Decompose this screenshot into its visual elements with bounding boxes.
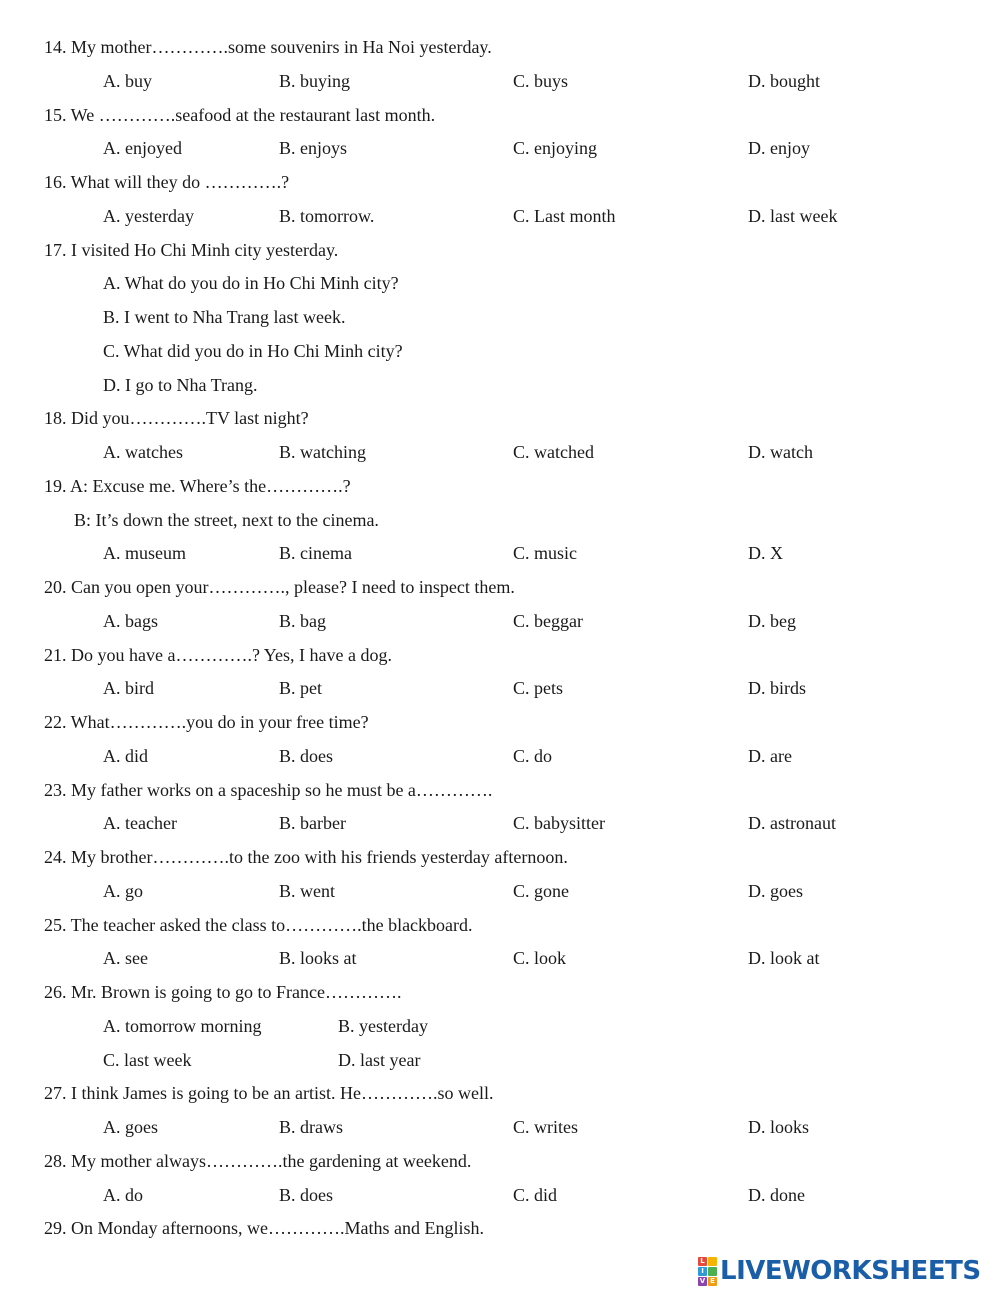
question-14-options <box>0 64 1000 98</box>
question-19-option-b: B. cinema <box>279 543 352 564</box>
question-25-stem: 25. The teacher asked the class to………….the blackboard. <box>44 914 473 935</box>
question-20-option-b: B. bag <box>279 610 326 631</box>
question-22-option-c: C. do <box>513 745 553 766</box>
question-18-option-a: A. watches <box>103 442 183 462</box>
question-26-options-row-2 <box>0 1043 1000 1077</box>
question-24-option-c: C. gone <box>513 880 569 901</box>
question-25-stem-line <box>0 908 1000 942</box>
logo-block-5: V <box>699 1276 706 1285</box>
question-19-substem-line <box>0 503 1000 537</box>
question-17-option-line-b <box>0 300 1000 334</box>
question-26-options-row-1 <box>0 1009 1000 1043</box>
question-24-options <box>0 874 1000 908</box>
question-20-option-c: C. beggar <box>513 610 583 631</box>
question-17-stem: 17. I visited Ho Chi Minh city yesterday. <box>44 239 339 260</box>
question-29-stem: 29. On Monday afternoons, we………….Maths and English. <box>44 1218 484 1239</box>
question-17-option-b: B. I went to Nha Trang last week. <box>103 307 346 327</box>
logo-block-6: E <box>708 1277 717 1286</box>
question-22-stem-line <box>0 705 1000 739</box>
question-28-option-d: D. done <box>748 1184 805 1205</box>
question-25-option-a: A. see <box>103 948 148 969</box>
question-21-options <box>0 671 1000 705</box>
question-24-stem-line <box>0 840 1000 874</box>
question-15-option-d: D. enjoy <box>748 138 810 159</box>
question-27-option-c: C. writes <box>513 1117 578 1137</box>
question-27-option-b: B. draws <box>279 1117 343 1137</box>
question-16-options <box>0 199 1000 233</box>
question-14-option-c: C. buys <box>513 70 569 91</box>
question-17-option-c: C. What did you do in Ho Chi Minh city? <box>103 340 403 361</box>
question-25-option-d: D. look at <box>748 948 820 969</box>
question-23-options <box>0 806 1000 840</box>
question-14-option-a: A. buy <box>103 70 152 91</box>
question-21-stem-line <box>0 638 1000 672</box>
question-25-option-c: C. look <box>513 948 567 969</box>
question-23-option-b: B. barber <box>279 813 346 834</box>
question-29-stem-line <box>0 1211 1000 1245</box>
question-23-stem-line <box>0 773 1000 807</box>
question-27-options <box>0 1110 1000 1144</box>
question-16-option-b: B. tomorrow. <box>279 205 375 226</box>
question-23-option-c: C. babysitter <box>513 813 605 834</box>
question-22-option-b: B. does <box>279 745 333 766</box>
question-15-option-a: A. enjoyed <box>103 138 182 159</box>
question-28-stem-line <box>0 1144 1000 1178</box>
question-23-stem: 23. My father works on a spaceship so he must be a…………. <box>44 779 493 800</box>
question-18-option-b: B. watching <box>279 442 366 462</box>
question-23-option-a: A. teacher <box>103 813 177 834</box>
question-28-stem: 28. My mother always………….the gardening at weekend. <box>44 1150 472 1171</box>
question-14-stem: 14. My mother………….some souvenirs in Ha Noi yesterday. <box>44 37 492 57</box>
question-18-option-d: D. watch <box>748 442 813 462</box>
question-28-option-c: C. did <box>513 1184 558 1205</box>
question-20-option-d: D. beg <box>748 610 796 631</box>
question-27-stem-line <box>0 1076 1000 1110</box>
question-18-options <box>0 435 1000 469</box>
question-15-stem: 15. We ………….seafood at the restaurant last month. <box>44 104 436 125</box>
question-26-stem-line <box>0 975 1000 1009</box>
question-27-stem: 27. I think James is going to be an artist. He………….so well. <box>44 1083 494 1104</box>
liveworksheets-logo <box>698 1256 981 1286</box>
question-16-option-a: A. yesterday <box>103 205 194 226</box>
question-26-option-b: B. yesterday <box>338 1015 428 1036</box>
question-21-option-d: D. birds <box>748 678 806 699</box>
question-19-stem-line <box>0 469 1000 503</box>
question-18-stem-line <box>0 401 1000 435</box>
question-19-option-d: D. X <box>748 543 783 564</box>
logo-blocks-icon <box>698 1257 717 1286</box>
question-26-option-a: A. tomorrow morning <box>103 1015 262 1036</box>
question-19-options <box>0 536 1000 570</box>
question-16-stem-line <box>0 165 1000 199</box>
question-28-option-a: A. do <box>103 1184 143 1205</box>
question-24-option-a: A. go <box>103 880 143 901</box>
question-16-option-c: C. Last month <box>513 205 616 226</box>
question-17-option-line-d <box>0 368 1000 402</box>
question-19-option-c: C. music <box>513 543 578 564</box>
question-22-options <box>0 739 1000 773</box>
question-17-option-line-a <box>0 266 1000 300</box>
question-15-stem-line <box>0 98 1000 132</box>
question-20-options <box>0 604 1000 638</box>
question-21-option-b: B. pet <box>279 678 322 699</box>
question-19-substem: B: It’s down the street, next to the cinema. <box>74 509 379 530</box>
question-17-stem-line <box>0 233 1000 267</box>
question-14-option-b: B. buying <box>279 70 351 91</box>
question-26-option-d: D. last year <box>338 1049 421 1070</box>
question-14-stem-line <box>0 30 1000 64</box>
question-15-options <box>0 131 1000 165</box>
question-19-stem: 19. A: Excuse me. Where’s the………….? <box>44 475 351 496</box>
question-15-option-c: C. enjoying <box>513 138 597 159</box>
question-24-stem: 24. My brother………….to the zoo with his friends yesterday afternoon. <box>44 847 568 867</box>
question-25-option-b: B. looks at <box>279 948 357 969</box>
question-27-option-d: D. looks <box>748 1117 810 1137</box>
question-19-option-a: A. museum <box>103 543 186 564</box>
question-25-options <box>0 941 1000 975</box>
logo-block-1: L <box>698 1257 707 1266</box>
question-21-option-a: A. bird <box>103 678 154 699</box>
question-24-option-b: B. went <box>279 880 335 901</box>
question-21-stem: 21. Do you have a………….? Yes, I have a dog. <box>44 644 392 665</box>
logo-block-2 <box>708 1257 717 1266</box>
question-26-stem: 26. Mr. Brown is going to go to France…………. <box>44 982 402 1002</box>
question-16-stem: 16. What will they do ………….? <box>44 172 290 192</box>
question-24-option-d: D. goes <box>748 880 803 901</box>
question-28-options <box>0 1178 1000 1212</box>
question-14-option-d: D. bought <box>748 70 820 91</box>
logo-block-4 <box>708 1267 717 1276</box>
question-21-option-c: C. pets <box>513 678 564 699</box>
question-20-stem-line <box>0 570 1000 604</box>
question-17-option-line-c <box>0 334 1000 368</box>
question-28-option-b: B. does <box>279 1184 333 1205</box>
question-22-option-d: D. are <box>748 745 792 766</box>
question-18-stem: 18. Did you………….TV last night? <box>44 408 309 429</box>
question-20-stem: 20. Can you open your…………., please? I need to inspect them. <box>44 577 515 597</box>
question-16-option-d: D. last week <box>748 205 838 226</box>
question-22-stem: 22. What………….you do in your free time? <box>44 712 369 732</box>
logo-block-3: I <box>698 1267 707 1276</box>
question-23-option-d: D. astronaut <box>748 813 836 834</box>
question-22-option-a: A. did <box>103 745 148 766</box>
question-17-option-a: A. What do you do in Ho Chi Minh city? <box>103 273 399 294</box>
question-17-option-d: D. I go to Nha Trang. <box>103 374 258 395</box>
brand-wordmark: LIVEWORKSHEETS <box>720 1256 981 1286</box>
question-26-option-c: C. last week <box>103 1049 192 1070</box>
question-15-option-b: B. enjoys <box>279 138 348 159</box>
question-27-option-a: A. goes <box>103 1117 158 1137</box>
question-18-option-c: C. watched <box>513 442 594 462</box>
question-20-option-a: A. bags <box>103 610 158 631</box>
